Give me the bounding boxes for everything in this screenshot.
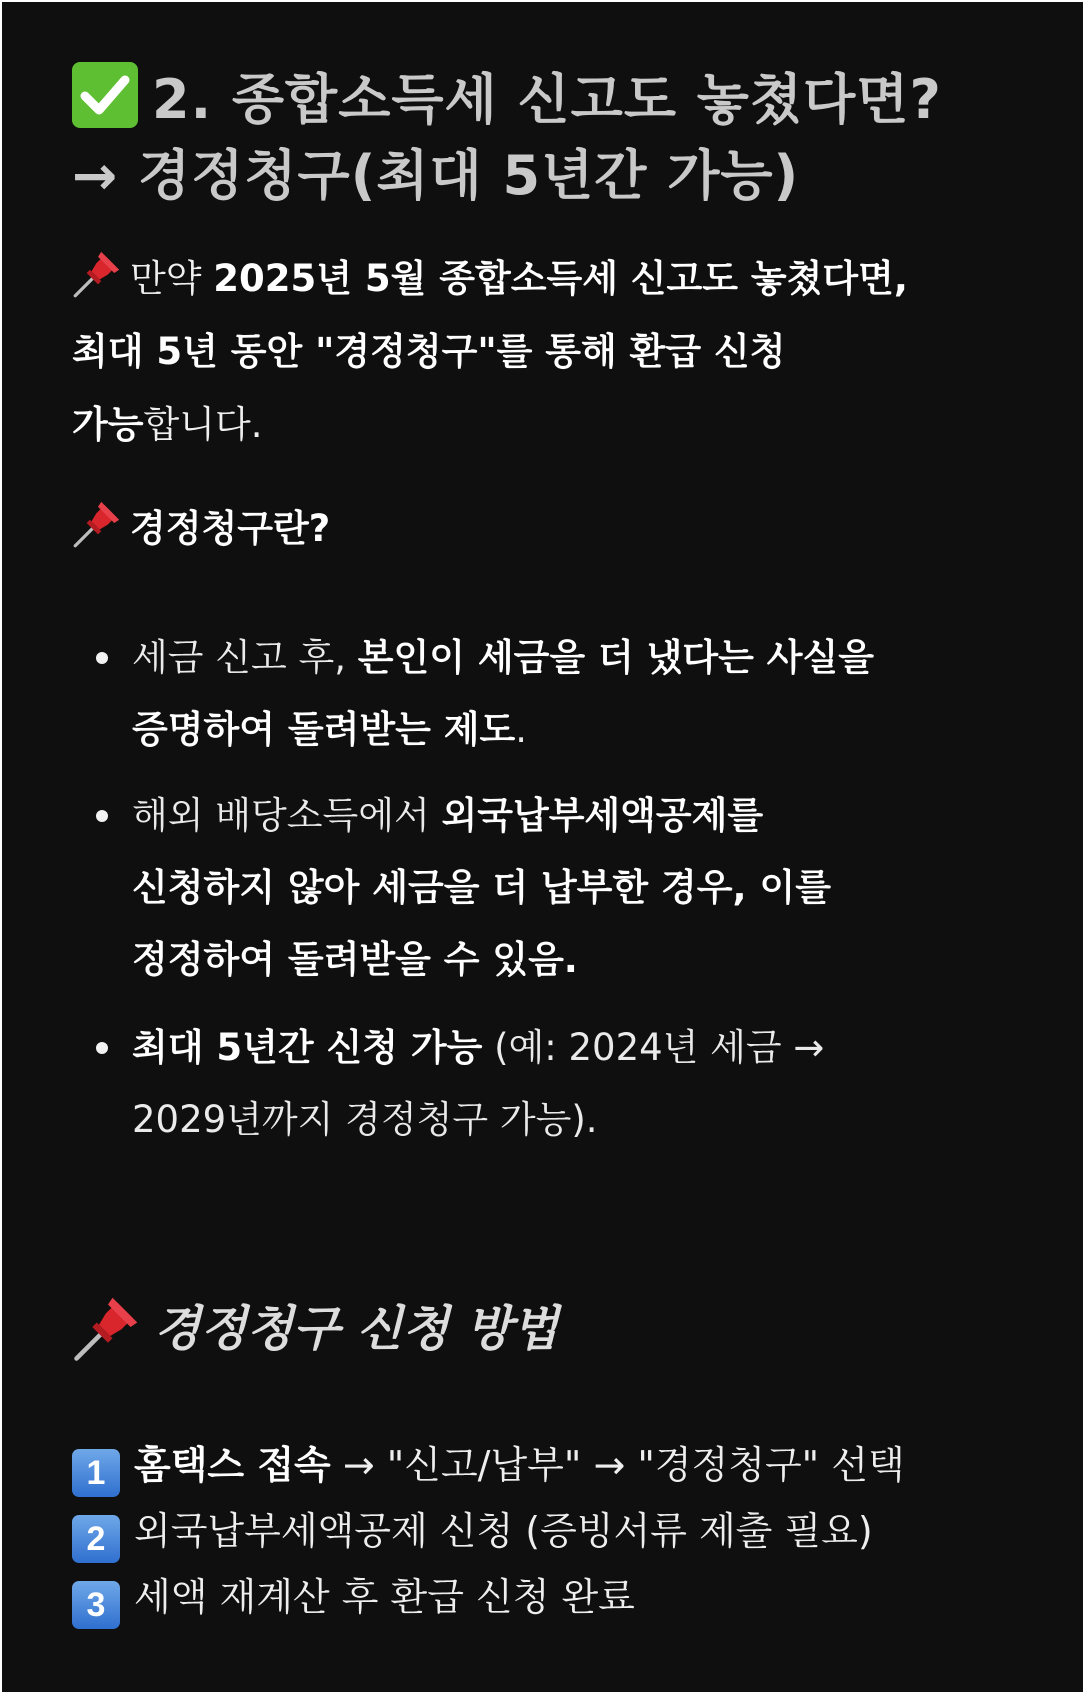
heading-line-1 [72, 62, 1052, 138]
step-bold-text: 홈택스 접속 [134, 1443, 331, 1487]
intro-bold-text: 2025년 5월 종합소득세 신고도 놓쳤다면, [213, 257, 908, 300]
bullet-bold-text: 외국납부세액공제를 [441, 794, 764, 837]
content-card [2, 2, 1083, 1692]
definition-title-text: 경정청구란? [130, 507, 331, 550]
step-item [72, 1498, 1072, 1564]
keycap-two-icon: 2 [72, 1515, 120, 1563]
step-text: 외국납부세액공제 신청 (증빙서류 제출 필요) [134, 1509, 873, 1553]
list-item [92, 622, 1042, 766]
definition-list [92, 1012, 1042, 1156]
step-item [72, 1432, 1072, 1498]
bullet-bold-text: 본인이 세금을 더 냈다는 사실을 [357, 636, 874, 679]
bullet-bold-text: 최대 5년간 신청 가능 [132, 1026, 483, 1069]
definition-list [92, 780, 1042, 996]
method-steps [72, 1432, 1072, 1630]
definition-list [92, 622, 1042, 766]
bullet-text: (예: 2024년 세금 → [482, 1026, 825, 1069]
intro-line-3 [72, 388, 1052, 461]
page-heading [72, 62, 1052, 214]
intro-bold-possible: 가능 [72, 403, 144, 446]
keycap-one-icon: 1 [72, 1449, 120, 1497]
bullet-bold-text: 신청하지 않아 세금을 더 납부한 경우, 이를 [132, 866, 831, 909]
list-item [92, 780, 1042, 996]
pushpin-icon [72, 497, 124, 549]
list-item [92, 1012, 1042, 1156]
check-mark-icon [72, 62, 138, 128]
keycap-three-icon: 3 [72, 1581, 120, 1629]
method-title [72, 1290, 558, 1363]
intro-paragraph [72, 242, 1052, 461]
intro-line-1 [72, 242, 1052, 315]
pushpin-icon [72, 247, 124, 299]
bullet-tail: . [515, 708, 527, 751]
bullet-bold-text: 증명하여 돌려받는 제도 [132, 708, 516, 751]
step-text: → "신고/납부" → "경정청구" 선택 [330, 1443, 905, 1487]
bullet-dot [96, 1042, 108, 1054]
heading-text-1: 2. 종합소득세 신고도 놓쳤다면? [152, 68, 942, 131]
method-title-text: 경정청구 신청 방법 [154, 1301, 559, 1357]
definition-title [72, 492, 1052, 565]
bullet-bold-text: 정정하여 돌려받을 수 있음. [132, 938, 578, 981]
bullet-text: 2029년까지 경정청구 가능). [132, 1098, 598, 1141]
intro-tail: 합니다. [143, 403, 263, 446]
step-item [72, 1564, 1072, 1630]
bullet-text: 세금 신고 후, [132, 636, 358, 679]
bullet-dot [96, 810, 108, 822]
bullet-text: 해외 배당소득에서 [132, 794, 442, 837]
step-text: 세액 재계산 후 환급 신청 완료 [134, 1575, 635, 1619]
pushpin-icon [72, 1291, 144, 1363]
heading-line-2: → 경정청구(최대 5년간 가능) [72, 144, 800, 207]
bullet-dot [96, 652, 108, 664]
intro-line-2: 최대 5년 동안 "경정청구"를 통해 환급 신청 [72, 330, 786, 373]
intro-text: 만약 [130, 257, 214, 300]
